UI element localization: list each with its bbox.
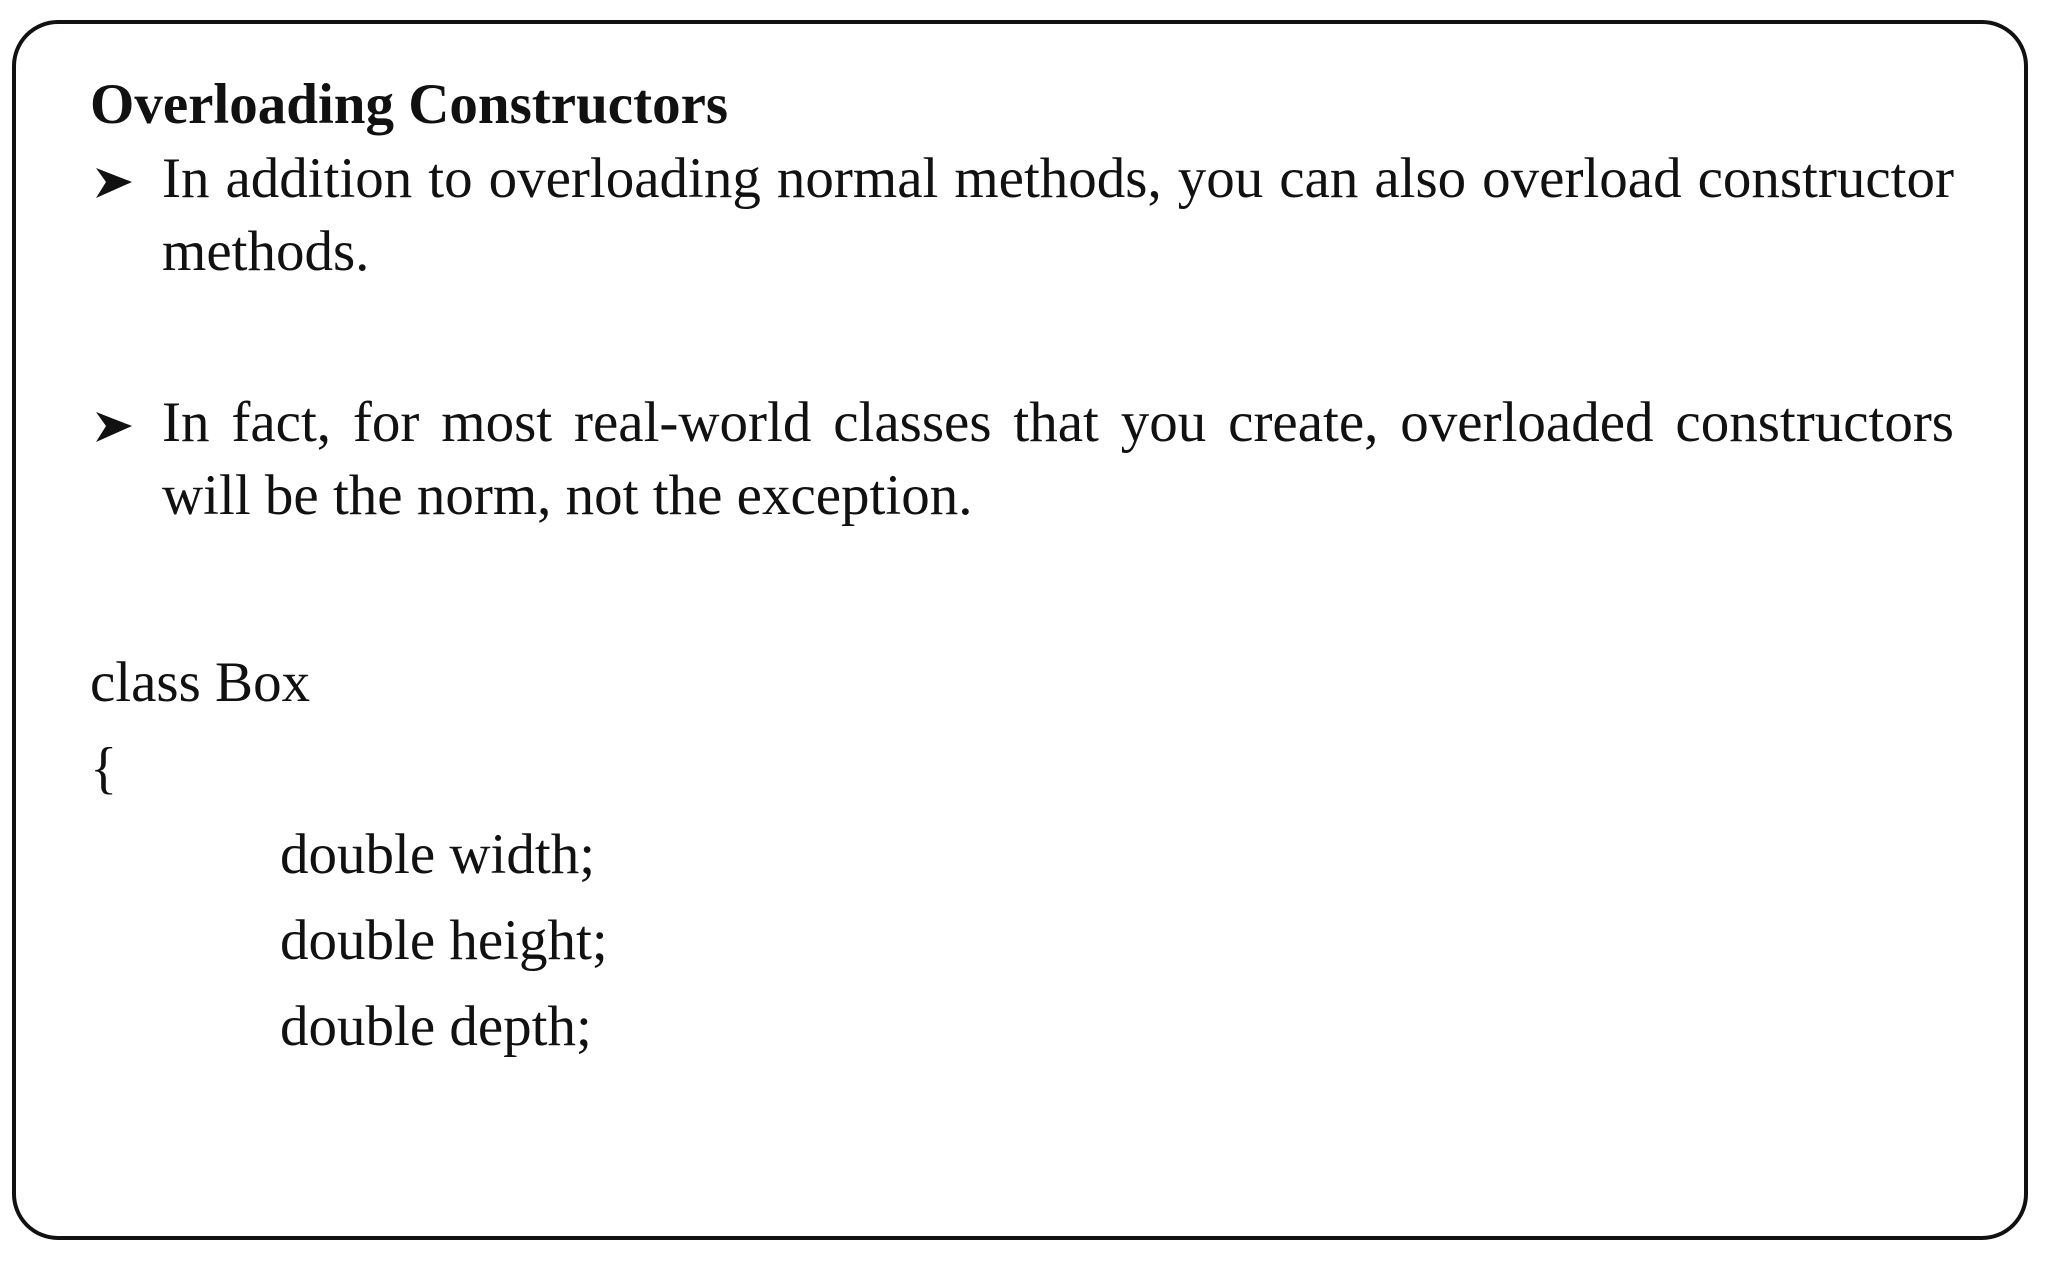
code-line: {: [90, 737, 118, 800]
bullet-text: In fact, for most real-world classes that you create, overloaded constructors will be the norm, not the exception.: [162, 391, 1954, 527]
code-line: double depth;: [280, 995, 592, 1058]
bullet-item: [90, 142, 1954, 288]
slide-content: [90, 70, 1954, 1070]
bullet-text: In addition to overloading normal methods, you can also overload constructor methods.: [162, 147, 1954, 283]
arrowhead-bullet-icon: [92, 388, 138, 458]
code-line: class Box: [90, 651, 311, 714]
code-block: [90, 640, 1954, 1070]
page-title: Overloading Constructors: [90, 73, 729, 136]
arrowhead-bullet-icon: [92, 144, 138, 214]
code-line: double width;: [280, 823, 596, 886]
bullet-item: [90, 386, 1954, 532]
code-line: double height;: [280, 909, 608, 972]
